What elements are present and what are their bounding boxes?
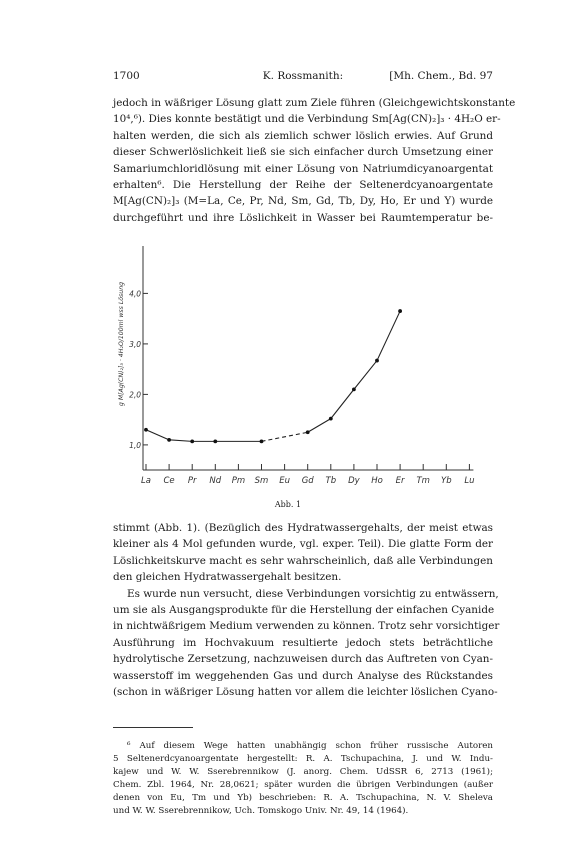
footnote-line: kajew und W. W. Sserebrennikow (J. anorg. Chem. UdSSR 6, 2713 (1961); <box>113 767 493 778</box>
data-point-la <box>144 428 148 432</box>
text-line: den gleichen Hydratwassergehalt besitzen. <box>113 571 342 584</box>
text-line: (schon in wäßriger Lösung hatten vor allem die leichter löslichen Cyano- <box>113 685 498 698</box>
text-line: Löslichkeitskurve macht es sehr wahrscheinlich, daß alle Verbindungen <box>113 554 493 567</box>
series-line-segment <box>354 361 377 390</box>
text-line: wasserstoff im weggehenden Gas und durch Analyse des Rückstandes <box>113 669 493 682</box>
text-line: hydrolytische Zersetzung, nachzuweisen durch das Auftreten von Cyan- <box>113 653 493 666</box>
x-tick-label: Sm <box>254 476 269 486</box>
running-author: K. Rossmanith: <box>262 70 344 82</box>
series-line-segment <box>169 440 192 442</box>
footnote-line: ⁶ Auf diesem Wege hatten unabhängig schon früher russische Autoren <box>127 741 493 751</box>
text-line: dieser Schwerlöslichkeit ließ sie sich einfacher durch Umsetzung einer <box>113 146 493 159</box>
x-tick-label: Lu <box>464 476 475 486</box>
series-line-segment <box>262 432 308 441</box>
footnote-line: und W. W. Sserebrennikow, Uch. Tomskogo Univ. Nr. 49, 14 (1964). <box>113 806 409 817</box>
text-line: Ausführung im Hochvakuum resultierte jedoch stets beträchtliche <box>113 636 493 649</box>
x-tick-label: Pr <box>187 476 197 486</box>
text-line: Es wurde nun versucht, diese Verbindungen vorsichtig zu entwässern, <box>127 587 499 600</box>
y-axis-label: g M[Ag(CN)₂]₃ · 4H₂O/100ml wss Lösung <box>118 281 125 407</box>
footnote <box>113 740 493 819</box>
series-line-segment <box>308 419 331 433</box>
data-point-pr <box>190 439 194 443</box>
data-point-gd <box>306 430 310 434</box>
data-point-ho <box>375 359 379 363</box>
x-tick-label: La <box>141 476 151 486</box>
data-point-ce <box>167 438 171 442</box>
text-line: Samariumchloridlösung mit einer Lösung von Natriumdicyanoargentat <box>113 162 493 175</box>
y-tick-label: 1,0 <box>129 440 141 450</box>
text-line: 10⁴,⁶). Dies konnte bestätigt und die Verbindung Sm[Ag(CN)₂]₃ · 4H₂O er- <box>113 113 501 126</box>
y-tick-label: 4,0 <box>129 289 141 299</box>
x-tick-label: Ho <box>371 476 383 486</box>
footnote-line: 5 Seltenerdcyanoargentate hergestellt: R. A. Tschupachina, J. und W. Indu- <box>113 754 493 765</box>
x-tick-label: Er <box>395 476 405 486</box>
intro-paragraph <box>113 95 516 226</box>
data-point-tb <box>329 417 333 421</box>
data-point-dy <box>352 387 356 391</box>
chart-svg <box>108 238 498 500</box>
x-tick-label: Tm <box>416 476 430 486</box>
footnote-rule <box>113 727 193 728</box>
text-line: halten werden, die sich als ziemlich schwer löslich erwies. Auf Grund <box>113 129 493 142</box>
text-line: M[Ag(CN)₂]₃ (M=La, Ce, Pr, Nd, Sm, Gd, Tb, Dy, Ho, Er und Y) wurde <box>113 195 493 208</box>
x-tick-label: Yb <box>441 476 452 486</box>
text-line: jedoch in wäßriger Lösung glatt zum Ziele führen (Gleichgewichtskonstante <box>113 97 516 109</box>
text-line: stimmt (Abb. 1). (Bezüglich des Hydratwassergehalts, der meist etwas <box>113 522 493 534</box>
x-tick-label: Gd <box>301 476 314 486</box>
text-line: um sie als Ausgangsprodukte für die Herstellung der einfachen Cyanide <box>113 603 495 616</box>
text-line: kleiner als 4 Mol gefunden wurde, vgl. exper. Teil). Die glatte Form der <box>113 538 493 551</box>
x-tick-label: Tb <box>325 476 337 486</box>
body-paragraph <box>113 520 500 700</box>
series-line-segment <box>146 430 169 440</box>
data-point-nd <box>213 439 217 443</box>
data-point-er <box>398 309 402 313</box>
x-tick-label: Nd <box>209 476 222 486</box>
footnote-line: denen von Eu, Tm und Yb) beschrieben: R. A. Tschupachina, N. V. Sheleva <box>113 793 493 804</box>
y-tick-label: 3,0 <box>129 339 141 349</box>
text-line: durchgeführt und ihre Löslichkeit in Wasser bei Raumtemperatur be- <box>113 211 493 224</box>
figure-caption: Abb. 1 <box>274 500 302 509</box>
data-point-sm <box>260 439 264 443</box>
running-journal: [Mh. Chem., Bd. 97 <box>389 70 493 82</box>
page-number: 1700 <box>113 70 140 82</box>
y-tick-label: 2,0 <box>129 390 141 400</box>
text-line: in nichtwäßrigem Medium verwenden zu können. Trotz sehr vorsichtiger <box>113 620 500 633</box>
series-line-segment <box>331 389 354 418</box>
x-tick-label: Pm <box>231 476 246 486</box>
x-tick-label: Dy <box>348 476 360 486</box>
x-tick-label: Eu <box>279 476 290 486</box>
text-line: erhalten⁶. Die Herstellung der Reihe der Seltenerdcyanoargentate <box>113 178 493 191</box>
solubility-chart <box>108 238 498 508</box>
footnote-line: Chem. Zbl. 1964, Nr. 28,0621; später wurden die übrigen Verbindungen (außer <box>113 780 493 791</box>
x-tick-label: Ce <box>163 476 175 486</box>
series-line-segment <box>377 311 400 360</box>
